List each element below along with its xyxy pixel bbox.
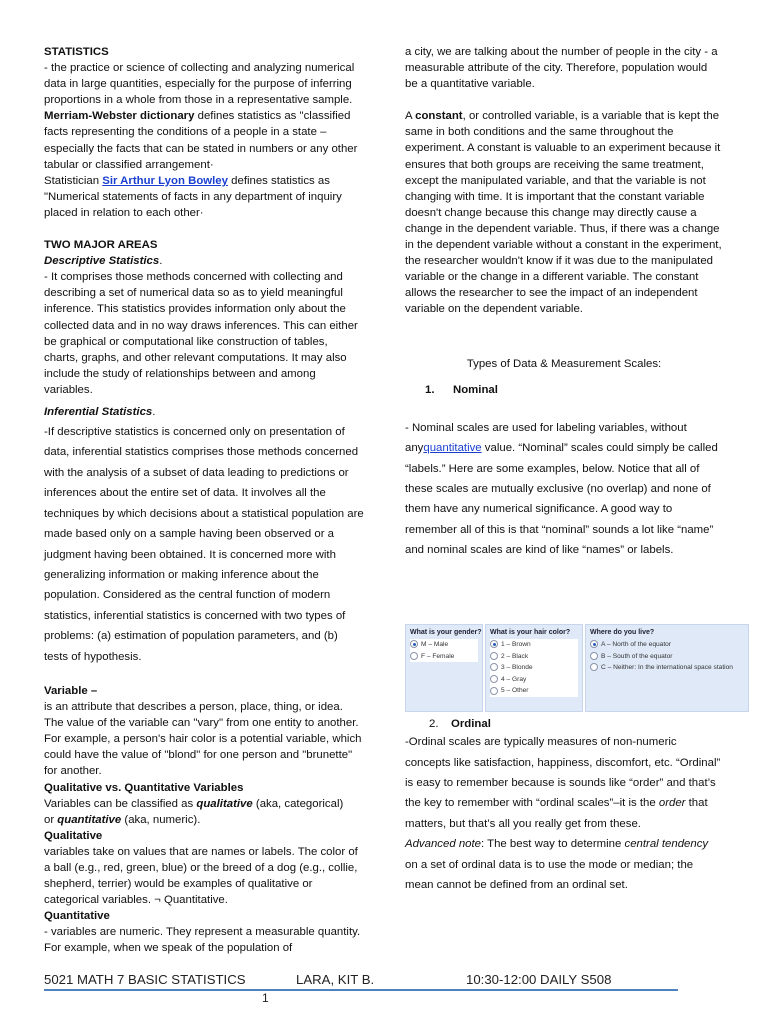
live-option[interactable]: B – South of the equator <box>590 651 748 663</box>
hair-color-question: What is your hair color? 1 – Brown 2 – Black 3 – Blonde 4 – Gray 5 – Other <box>485 624 583 712</box>
nominal-heading: 1. Nominal <box>425 383 498 396</box>
radio-icon[interactable] <box>490 652 498 660</box>
qualitative-text: variables take on values that are names or labels. The color of a ball (e.g., red, green, blue) or the breed of a dog (e.g., collie, shepherd, terrier) would be examples of qualitative or categorical variables. ¬ Quantitative. <box>44 845 358 907</box>
live-option[interactable]: A – North of the equator <box>590 639 748 651</box>
merriam-webster-label: Merriam-Webster dictionary <box>44 110 195 123</box>
classification-text: Variables can be classified as qualitative (aka, categorical) or quantitative (aka, numeric). <box>44 797 344 826</box>
qualitative-heading: Qualitative <box>44 829 103 842</box>
quantitative-link[interactable]: quantitative <box>423 442 482 455</box>
advanced-note: Advanced note: The best way to determine central tendency on a set of ordinal data is to use the mode or median; the mean cannot be defined from an ordinal set. <box>405 838 709 891</box>
ordinal-text: -Ordinal scales are typically measures of non-numeric concepts like satisfaction, happiness, discomfort, etc. “Ordinal” is easy to remember because is sounds like “order” and that’s the key to remember with “ordinal scales”–it is the order that matters, but that’s all you really get from these. <box>405 736 721 830</box>
radio-selected-icon[interactable] <box>590 640 598 648</box>
radio-icon[interactable] <box>490 687 498 695</box>
quantitative-heading: Quantitative <box>44 910 110 923</box>
qual-vs-quant-heading: Qualitative vs. Quantitative Variables <box>44 781 244 794</box>
live-option[interactable]: C – Neither: In the international space station <box>590 662 748 674</box>
gender-option[interactable]: M – Male <box>410 639 478 651</box>
constant-term: constant <box>415 110 463 123</box>
radio-icon[interactable] <box>590 663 598 671</box>
footer-name: LARA, KIT B. <box>296 972 375 987</box>
hair-option[interactable]: 1 – Brown <box>490 639 578 651</box>
quantitative-text: - variables are numeric. They represent a measurable quantity. For example, when we speak of the population of <box>44 926 361 955</box>
hair-option[interactable]: 5 – Other <box>490 685 578 697</box>
inferential-text: -If descriptive statistics is concerned only on presentation of data, inferential statistics comprises those methods concerned with the analysis of a subset of data leading to predictions or inferences about the entire set of data. It involves all the techniques by which decisions about a statistical population are made based only on a sample having been observed or a judgment having been obtained. It is concerned more with generalizing information or making inference about the population. Considered as the central function of modern statistics, inferential statistics is concerned with two types of problems: (a) estimation of population parameters, and (b) tests of hypothesis. <box>44 426 364 663</box>
bowley-link[interactable]: Sir Arthur Lyon Bowley <box>102 174 228 187</box>
radio-icon[interactable] <box>490 675 498 683</box>
radio-selected-icon[interactable] <box>410 640 418 648</box>
hair-option[interactable]: 3 – Blonde <box>490 662 578 674</box>
left-column <box>44 44 364 957</box>
right-column <box>405 44 723 561</box>
merriam-webster-definition: Merriam-Webster dictionary defines statistics as "classified facts representing the conditions of a people in a state – especially the facts that can be stated in numbers or any other tabular or classified arrangement· <box>44 110 358 171</box>
nominal-text: - Nominal scales are used for labeling variables, without anyquantitative value. “Nominal” scales could simply be called “labels.” Here are some examples, below. Notice that all of these scales are mutually exclusive (no overlap) and none of them have any numerical significance. A good way to remember all of this is that “nominal” sounds a lot like “name” and nominal scales are kind of like “names” or labels. <box>405 421 718 557</box>
hair-option[interactable]: 2 – Black <box>490 651 578 663</box>
radio-icon[interactable] <box>410 652 418 660</box>
descriptive-heading: Descriptive Statistics. <box>44 255 163 268</box>
footer-schedule: 10:30-12:00 DAILY S508 <box>466 972 612 987</box>
nominal-scale-examples-figure <box>405 624 747 710</box>
ordinal-heading: 2. Ordinal <box>429 718 491 730</box>
variable-heading: Variable – <box>44 684 98 697</box>
descriptive-text: - It comprises those methods concerned with collecting and describing a set of numerical data so as to yield meaningful inference. This statistics provides information only about the collected data and in no way draws inferences. This can either be graphical or computational like construction of tables, charts, graphs, and other relevant computations. It may also include the study of relationships between and among variables. <box>44 271 358 396</box>
variable-text: is an attribute that describes a person, place, thing, or idea. The value of the variable can "vary" from one entity to another. For example, a person's hair color is a potential variable, which could have the value of "blond" for one person and "brunette" for another. <box>44 701 362 778</box>
footer-course: 5021 MATH 7 BASIC STATISTICS <box>44 972 246 987</box>
gender-option[interactable]: F – Female <box>410 651 478 663</box>
hair-option[interactable]: 4 – Gray <box>490 674 578 686</box>
inferential-heading: Inferential Statistics. <box>44 405 156 418</box>
radio-icon[interactable] <box>590 652 598 660</box>
bowley-definition: Statistician Sir Arthur Lyon Bowley defines statistics as "Numerical statements of facts in any department of inquiry placed in relation to each other· <box>44 174 342 219</box>
radio-selected-icon[interactable] <box>490 640 498 648</box>
ordinal-section <box>405 716 723 895</box>
types-heading: Types of Data & Measurement Scales: <box>466 357 662 370</box>
page-number: 1 <box>262 991 269 1005</box>
footer-rule <box>44 989 678 991</box>
population-continuation: a city, we are talking about the number of people in the city - a measurable attribute of the city. Therefore, population would be a quantitative variable. <box>405 46 718 91</box>
constant-paragraph: A constant, or controlled variable, is a variable that is kept the same in both conditions and the same throughout the experiment. A constant is valuable to an experiment because it ensures that both groups are receiving the same treatment, except the manipulated variable, and that the variable is not changing with time. It is important that the constant variable doesn't change because this change may directly cause a change in the dependent variable. Thus, if there was a change in the dependent variable without a constant in the experiment, the researcher wouldn't know if it was due to the manipulated variable or the change in a different variable. The constant allows the researcher to see the impact of an independent variable on the dependent variable. <box>405 110 722 316</box>
two-major-areas-heading: TWO MAJOR AREAS <box>44 239 158 252</box>
live-question: Where do you live? A – North of the equator B – South of the equator C – Neither: In the international space station <box>585 624 749 712</box>
radio-icon[interactable] <box>490 663 498 671</box>
gender-question: What is your gender? M – Male F – Female <box>405 624 483 712</box>
statistics-heading: STATISTICS <box>44 46 109 58</box>
statistics-definition: - the practice or science of collecting and analyzing numerical data in large quantities, especially for the purpose of inferring proportions in a whole from those in a representative sample. <box>44 62 355 107</box>
